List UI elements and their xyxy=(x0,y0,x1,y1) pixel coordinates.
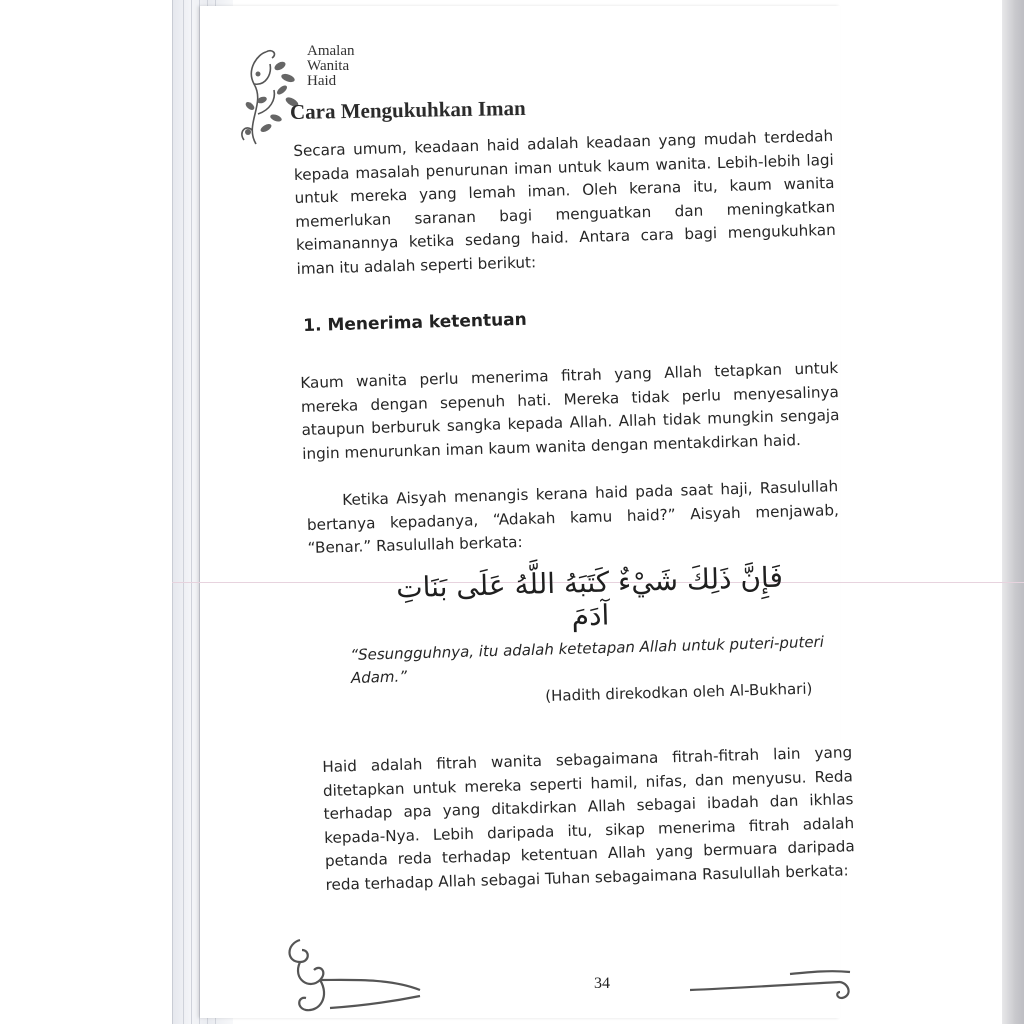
header-line-2: Wanita xyxy=(307,58,350,74)
section-paragraph-3: Haid adalah fitrah wanita sebagaimana fitrah-fitrah lain yang ditetapkan untuk mereka seperti hamil, nifas, dan menyusu. Reda terhadap apa yang ditakdirkan Allah sebagai ibadah dan ikhlas kepada-Nya. Lebih daripada itu, sikap menerima fitrah adalah petanda reda terhadap ketentuan Allah yang bermuara daripada reda terhadap Allah sebagai Tuhan sebagaimana Rasulullah berkata: xyxy=(322,743,855,894)
arabic-hadith-text: فَإِنَّ ذَلِكَ شَيْءٌ كَتَبَهُ اللَّهُ عَلَى بَنَاتِ آدَمَ xyxy=(395,560,784,633)
hadith-translation-quote: “Sesungguhnya, itu adalah ketetapan Allah untuk puteri-puteri Adam.” xyxy=(350,632,825,687)
header-line-1: Amalan xyxy=(307,43,355,59)
section-paragraph-1: Kaum wanita perlu menerima fitrah yang Allah tetapkan untuk mereka dengan sepenuh hati. Mereka tidak perlu menyesalinya ataupun berburuk sangka kepada Allah. Allah tidak mungkin sengaja ingin menurunkan iman kaum wanita dengan mentakdirkan haid. xyxy=(300,358,840,463)
page-number: 34 xyxy=(594,975,610,992)
section-paragraph-2: Ketika Aisyah menangis kerana haid pada saat haji, Rasulullah bertanya kepadanya, “Adakah kamu haid?” Aisyah menjawab, “Benar.” Rasulullah berkata: xyxy=(306,477,840,557)
header-line-3: Haid xyxy=(307,73,337,89)
running-header xyxy=(307,44,354,89)
footer-scroll-ornament-icon xyxy=(280,930,440,1024)
intro-paragraph: Secara umum, keadaan haid adalah keadaan yang mudah terdedah kepada masalah penurunan iman untuk kaum wanita. Lebih-lebih lagi untuk mereka yang lemah iman. Oleh kerana itu, kaum wanita memerlukan saranan bagi menguatkan dan meningkatkan keimanannya ketika sedang haid. Antara cara bagi mengukuhkan iman itu adalah seperti berikut: xyxy=(293,126,836,278)
hadith-source: (Hadith direkodkan oleh Al-Bukhari) xyxy=(545,679,813,705)
book-spine-shadow xyxy=(1002,0,1024,1024)
floral-ornament-icon xyxy=(236,44,306,148)
chapter-title: Cara Mengukuhkan Iman xyxy=(289,95,526,124)
footer-line-ornament-icon xyxy=(690,960,854,1020)
section-heading: 1. Menerima ketentuan xyxy=(303,309,528,336)
